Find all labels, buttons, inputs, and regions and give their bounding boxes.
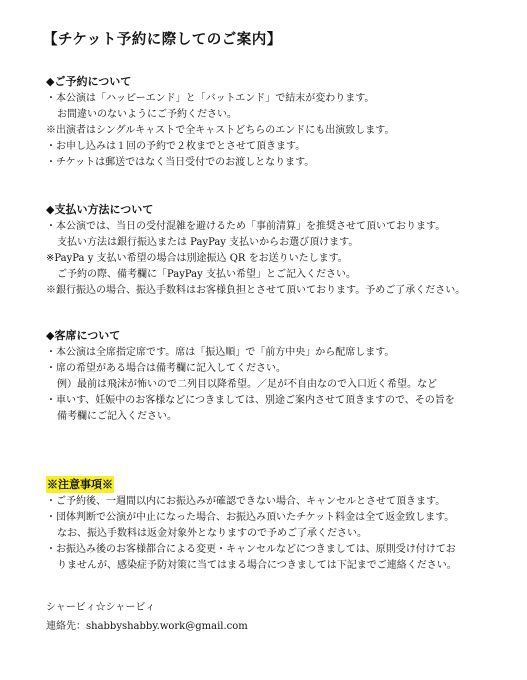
text-line: 例）最前は飛沫が怖いので二列目以降希望。／足が不自由なので入口近く希望。など <box>57 379 437 390</box>
section-heading: ◆支払い方法について <box>46 203 154 216</box>
text-line: ・お申し込みは１回の予約で２枚までとさせて頂きます。 <box>46 141 306 152</box>
text-line: お間違いのないようにご予約ください。 <box>57 109 237 120</box>
section-payment <box>46 201 506 299</box>
text-line: ※出演者はシングルキャストで全キャストどちらのエンドにも出演致します。 <box>46 125 395 136</box>
section-seating <box>46 327 506 425</box>
text-line: ・本公演は全席指定席です。席は「振込順」で「前方中央」から配席します。 <box>46 347 395 358</box>
text-line: ・チケットは郵送ではなく当日受付でのお渡しとなります。 <box>46 157 315 168</box>
organizer-name: シャービィ☆シャービィ <box>46 602 156 613</box>
text-line: ご予約の際、備考欄に「PayPay 支払い希望」とご記入ください。 <box>57 269 356 280</box>
text-line: ・ご予約後、一週間以内にお振込みが確認できない場合、キャンセルとさせて頂きます。 <box>46 496 446 507</box>
text-line: ※銀行振込の場合、振込手数料はお客様負担とさせて頂いております。予めご了承ください。 <box>46 285 466 296</box>
section-notes <box>46 473 506 574</box>
section-heading: ※注意事項※ <box>47 478 113 491</box>
text-line: ・団体判断で公演が中止になった場合、お振込み頂いたチケット料金は全て返金致します。 <box>46 512 455 523</box>
contact-email[interactable]: 連絡先：shabbyshabby.work@gmail.com <box>46 621 248 632</box>
text-line: ・席の希望がある場合は備考欄に記入してください。 <box>46 363 286 374</box>
footer <box>46 598 248 636</box>
page-title: 【チケット予約に際してのご案内】 <box>43 31 282 48</box>
section-heading: ◆ご予約について <box>46 75 132 88</box>
section-heading: ◆客席について <box>46 329 121 342</box>
text-line: ・本公演は「ハッピーエンド」と「バットエンド」で結末が変わります。 <box>46 93 375 104</box>
text-line: 支払い方法は銀行振込または PayPay 支払いからお選び頂けます。 <box>57 237 359 248</box>
text-line: 備考欄にご記入ください。 <box>57 411 177 422</box>
text-line: ・車いす、妊娠中のお客様などにつきましては、別途ご案内させて頂きますので、その旨を <box>46 395 455 406</box>
text-line: ※PayPa y 支払い希望の場合は別途振込 QR をお送りいたします。 <box>46 253 348 264</box>
section-reservation <box>46 73 506 171</box>
text-line: なお、振込手数料は返金対象外となりますので予めご了承ください。 <box>57 528 367 539</box>
text-line: りませんが、感染症予防対策に当てはまる場合につきましては下記までご連絡ください。 <box>57 560 457 571</box>
text-line: ・お振込み後のお客様都合による変更・キャンセルなどにつきましては、原則受け付けてお <box>46 544 456 555</box>
text-line: ・本公演では、当日の受付混雑を避けるため「事前清算」を推奨させて頂いております。 <box>46 221 446 232</box>
